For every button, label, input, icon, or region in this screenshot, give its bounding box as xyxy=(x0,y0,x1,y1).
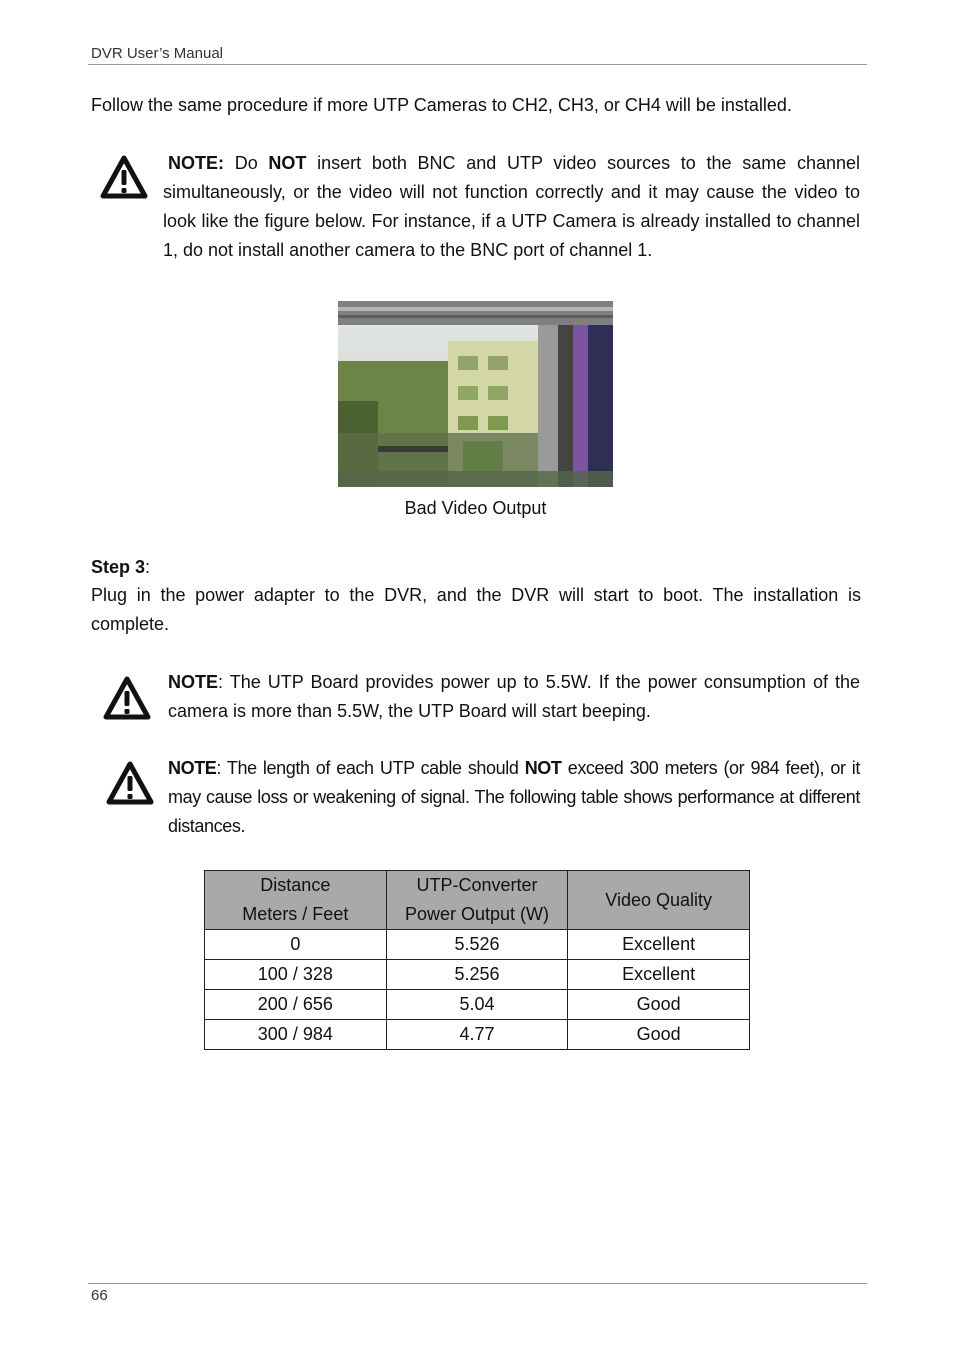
warning-triangle-icon xyxy=(102,675,152,721)
cell-power: 4.77 xyxy=(386,1020,568,1050)
warning-triangle-icon xyxy=(105,760,155,806)
cell-quality: Excellent xyxy=(568,930,750,960)
note-2: NOTE: The UTP Board provides power up to 5.5W. If the power consumption of the camera is more than 5.5W, the UTP Board will start beeping. xyxy=(168,672,860,721)
step-3-heading: Step 3: xyxy=(91,557,151,577)
table-row xyxy=(205,1020,750,1050)
warning-triangle-icon xyxy=(99,154,149,200)
cell-distance: 300 / 984 xyxy=(205,1020,387,1050)
cell-distance: 100 / 328 xyxy=(205,960,387,990)
header-rule xyxy=(88,64,867,65)
cell-quality: Good xyxy=(568,990,750,1020)
table-row xyxy=(205,930,750,960)
note-1-emphasis: NOT xyxy=(268,153,307,173)
table-row xyxy=(205,990,750,1020)
figure-caption: Bad Video Output xyxy=(404,498,547,518)
note-1: NOTE: Do NOT insert both BNC and UTP video sources to the same channel simultaneously, or the video will not function correctly and it may cause the video to look like the figure below. For instance, if a UTP Camera is already installed to channel 1, do not install another camera to the BNC port of channel 1. xyxy=(163,153,860,260)
step-3-label: Step 3 xyxy=(91,557,146,577)
bad-video-image xyxy=(338,301,613,487)
bad-video-picture xyxy=(338,301,613,487)
cell-distance: 0 xyxy=(205,930,387,960)
cell-distance: 200 / 656 xyxy=(205,990,387,1020)
table-row xyxy=(205,960,750,990)
cell-quality: Good xyxy=(568,1020,750,1050)
running-header: DVR User’s Manual xyxy=(91,45,223,62)
note-3-emphasis: NOT xyxy=(524,758,562,778)
performance-table xyxy=(204,870,750,1050)
note-3-label: NOTE xyxy=(168,758,217,778)
header-video-quality: Video Quality xyxy=(568,871,750,930)
step-3-text: Plug in the power adapter to the DVR, and the DVR will start to boot. The installation is complete. xyxy=(91,585,861,634)
intro-paragraph: Follow the same procedure if more UTP Cameras to CH2, CH3, or CH4 will be installed. xyxy=(91,95,792,115)
note-1-label: NOTE: xyxy=(168,153,224,173)
cell-power: 5.256 xyxy=(386,960,568,990)
page-number: 66 xyxy=(91,1287,108,1304)
cell-power: 5.526 xyxy=(386,930,568,960)
note-3: NOTE: The length of each UTP cable should NOT exceed 300 meters (or 984 feet), or it may cause loss or weakening of signal. The following table shows performance at different distances. xyxy=(168,758,860,836)
table-header-row xyxy=(205,871,750,930)
note-2-label: NOTE xyxy=(168,672,219,692)
cell-quality: Excellent xyxy=(568,960,750,990)
header-power-output: UTP-Converter Power Output (W) xyxy=(386,871,568,930)
header-distance: Distance Meters / Feet xyxy=(205,871,387,930)
cell-power: 5.04 xyxy=(386,990,568,1020)
footer-rule xyxy=(88,1283,867,1284)
